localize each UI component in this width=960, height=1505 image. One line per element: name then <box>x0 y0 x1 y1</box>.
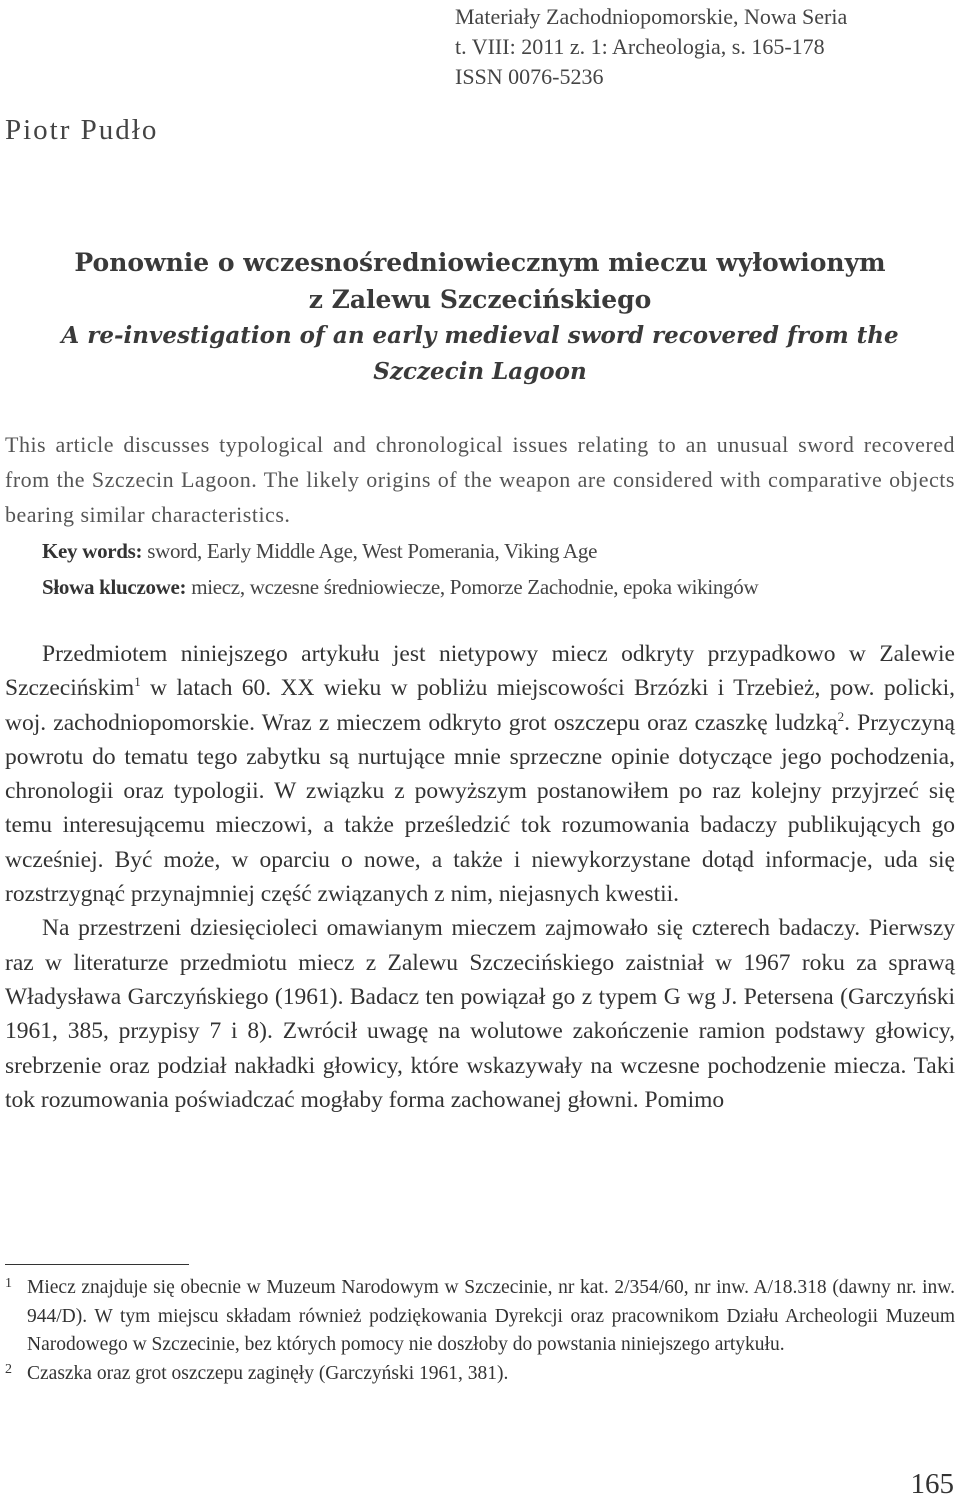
title-polish-line1: Ponownie o wczesnośredniowiecznym mieczu wyłowionym <box>74 248 886 277</box>
body-paragraph-1 <box>5 637 955 911</box>
page-number: 165 <box>910 1468 954 1500</box>
title-english-line1: A re-investigation of an early medieval sword recovered from the <box>61 322 899 349</box>
article-titles <box>0 244 960 390</box>
keywords-polish-label: Słowa kluczowe: <box>42 575 187 599</box>
keywords-block <box>42 533 957 605</box>
title-english-line2: Szczecin Lagoon <box>373 358 587 385</box>
keywords-polish <box>42 569 957 605</box>
footnote-divider <box>5 1264 189 1265</box>
footnote-2-number: 2 <box>5 1362 12 1378</box>
keywords-english <box>42 533 957 569</box>
body-p1-part-a: Przedmiotem niniejszego artykułu jest nietypowy miecz odkryty przypadkowo w Zalewie Szczecińskim <box>5 641 955 702</box>
footnote-1-number: 1 <box>5 1276 12 1291</box>
footnote-2-text: Czaszka oraz grot oszczepu zaginęły (Garczyński 1961, 381). <box>27 1363 509 1385</box>
abstract: This article discusses typological and chronological issues relating to an unusual sword recovered from the Szczecin Lagoon. The likely origins of the weapon are considered with comparative objects bearing similar characteristics. <box>5 432 955 527</box>
body-p1-part-c: . Przyczyną powrotu do tematu tego zabytku są nurtujące mnie sprzeczne opinie dotyczące jego pochodzenia, chronologii oraz typologii. W związku z powyższym postanowiłem po raz kolejny przyjrzeć się temu interesującemu mieczowi, a także prześledzić tok rozumowania badaczy publikujących go wcześniej. Być może, w oparciu o nowe, a także i niewykorzystane dotąd informacje, uda się rozstrzygnąć przynajmniej część związanych z nim, niejasnych kwestii. <box>5 709 955 908</box>
title-polish <box>0 244 960 318</box>
article-body <box>5 637 955 1117</box>
footnote-ref-2[interactable]: 2 <box>837 708 845 724</box>
author-name: Piotr Pudło <box>5 114 159 146</box>
title-english <box>0 318 960 390</box>
journal-series: Materiały Zachodniopomorskie, Nowa Seria <box>455 4 848 29</box>
body-paragraph-2: Na przestrzeni dziesięcioleci omawianym mieczem zajmowało się czterech badaczy. Pierwszy raz w literaturze przedmiotu miecz z Zalewu Szczecińskiego zaistniał w 1967 roku za sprawą Władysława Garczyńskiego (1961). Badacz ten powiązał go z typem G wg J. Petersena (Garczyński 1961, 385, przypisy 7 i 8). Zwrócił uwagę na wolutowe zakończenie ramion podstawy głowicy, srebrzenie oraz podział nakładki głowicy, które wskazywały na wczesne pochodzenie miecza. Taki tok rozumowania poświadczać mogłaby forma zachowanej głowni. Pomimo <box>5 915 955 1113</box>
body-p1-part-b: w latach 60. XX wieku w pobliżu miejscowości Brzózki i Trzebież, pow. policki, woj. zachodniopomorskie. Wraz z mieczem odkryto grot oszczepu oraz czaszkę ludzką <box>5 675 955 736</box>
keywords-english-text: sword, Early Middle Age, West Pomerania, Viking Age <box>142 539 598 563</box>
journal-info <box>455 2 847 92</box>
footnote-1-text: Miecz znajduje się obecnie w Muzeum Narodowym w Szczecinie, nr kat. 2/354/60, nr inw. A/18.318 (dawny nr. inw. 944/D). W tym miejscu składam również podziękowania Dyrekcji oraz pracownikom Działu Archeologii Muzeum Narodowego w Szczecinie, bez których pomocy nie doszłoby do powstania niniejszego artykułu. <box>27 1277 955 1356</box>
footnote-ref-1[interactable]: 1 <box>134 674 141 690</box>
title-polish-line2: z Zalewu Szczecińskiego <box>308 285 652 314</box>
journal-issn: ISSN 0076-5236 <box>455 64 604 89</box>
keywords-polish-text: miecz, wczesne średniowiecze, Pomorze Zachodnie, epoka wikingów <box>186 575 759 599</box>
keywords-english-label: Key words: <box>42 539 143 563</box>
footnotes <box>5 1274 955 1389</box>
journal-volume: t. VIII: 2011 z. 1: Archeologia, s. 165-178 <box>455 34 825 59</box>
footnote-2 <box>5 1360 955 1389</box>
footnote-1 <box>5 1274 955 1360</box>
